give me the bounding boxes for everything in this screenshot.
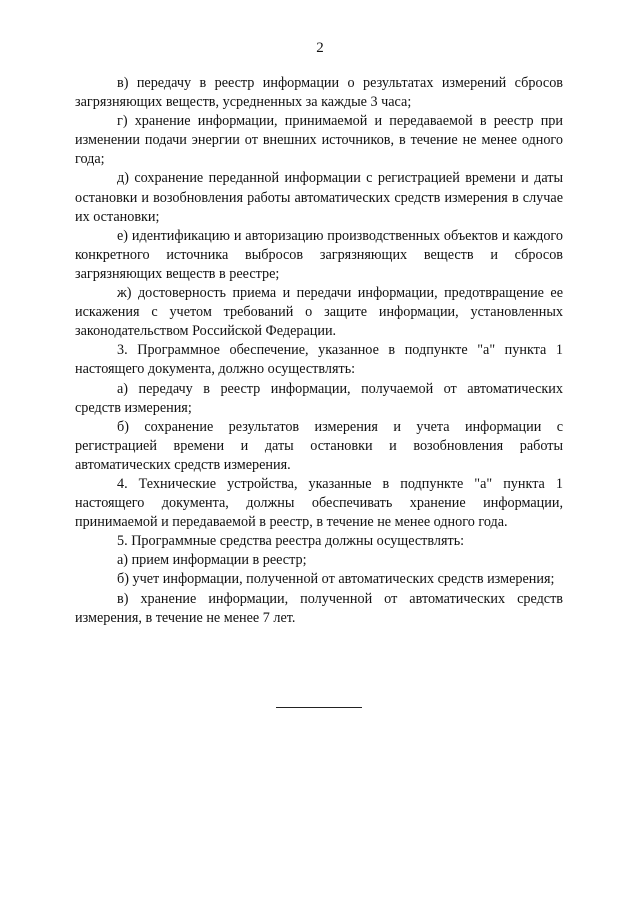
paragraph: е) идентификацию и авторизацию производственных объектов и каждого конкретного источника выбросов загрязняющих веществ и сбросов загрязняющих веществ в реестре;	[75, 227, 563, 282]
page-number: 2	[316, 40, 324, 56]
paragraph: 3. Программное обеспечение, указанное в подпункте "а" пункта 1 настоящего документа, должно осуществлять:	[75, 342, 563, 378]
paragraph: б) сохранение результатов измерения и учета информации с регистрацией времени и даты остановки и возобновления работы автоматических средств измерения.	[75, 418, 563, 473]
paragraph: 4. Технические устройства, указанные в подпункте "а" пункта 1 настоящего документа, должны обеспечивать хранение информации, принимаемой и передаваемой в реестр, в течение не менее одного года.	[75, 475, 563, 531]
document-body	[75, 74, 563, 628]
paragraph: а) прием информации в реестр;	[117, 552, 307, 569]
paragraph: д) сохранение переданной информации с регистрацией времени и даты остановки и возобновления работы автоматических средств измерения в случае их остановки;	[75, 170, 563, 225]
paragraph: г) хранение информации, принимаемой и передаваемой в реестр при изменении подачи энергии от внешних источников, в течение не менее одного года;	[75, 113, 563, 168]
paragraph: ж) достоверность приема и передачи информации, предотвращение ее искажения с учетом требований о защите информации, установленных законодательством Российской Федерации.	[75, 285, 563, 340]
end-separator-line	[276, 707, 362, 708]
paragraph: 5. Программные средства реестра должны осуществлять:	[117, 533, 465, 550]
paragraph: б) учет информации, полученной от автоматических средств измерения;	[117, 571, 555, 588]
paragraph: а) передачу в реестр информации, получаемой от автоматических средств измерения;	[75, 380, 563, 416]
paragraph: в) передачу в реестр информации о результатах измерений сбросов загрязняющих веществ, усредненных за каждые 3 часа;	[75, 75, 563, 111]
paragraph: в) хранение информации, полученной от автоматических средств измерения, в течение не менее 7 лет.	[75, 590, 563, 626]
